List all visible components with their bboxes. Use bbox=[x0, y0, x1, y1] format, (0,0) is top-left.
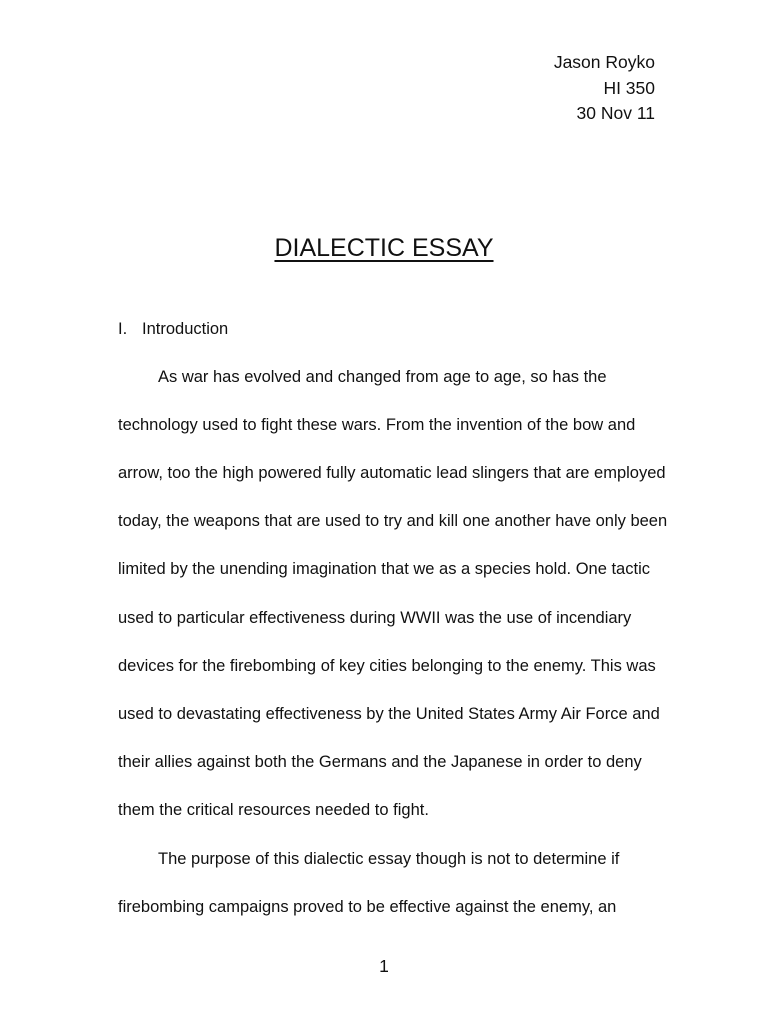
paragraph-line: technology used to fight these wars. From the invention of the bow and bbox=[118, 416, 636, 434]
paragraph-line: devices for the firebombing of key cities belonging to the enemy. This was bbox=[118, 657, 656, 675]
paragraph-line: As war has evolved and changed from age to age, so has the bbox=[158, 368, 607, 386]
paragraph-line: their allies against both the Germans and the Japanese in order to deny bbox=[118, 753, 642, 771]
paragraph-line: The purpose of this dialectic essay though is not to determine if bbox=[158, 850, 620, 868]
section-numeral: I. bbox=[118, 320, 128, 338]
author-name: Jason Royko bbox=[553, 52, 655, 72]
author-header bbox=[554, 50, 655, 127]
section-heading bbox=[118, 317, 228, 341]
paragraph-line: today, the weapons that are used to try and kill one another have only been bbox=[118, 512, 668, 530]
paragraph-line: them the critical resources needed to fight. bbox=[118, 801, 429, 819]
essay-title-text: DIALECTIC ESSAY bbox=[274, 234, 494, 262]
page-number: 1 bbox=[379, 956, 389, 976]
paragraph-line: arrow, too the high powered fully automatic lead slingers that are employed bbox=[118, 464, 666, 482]
paragraph-line: used to devastating effectiveness by the United States Army Air Force and bbox=[118, 705, 660, 723]
essay-title bbox=[0, 231, 768, 265]
essay-date: 30 Nov 11 bbox=[576, 103, 655, 123]
section-title: Introduction bbox=[142, 320, 229, 338]
paragraph-line: limited by the unending imagination that we as a species hold. One tactic bbox=[118, 560, 650, 578]
course-code: HI 350 bbox=[603, 77, 655, 98]
paragraph-line: used to particular effectiveness during WWII was the use of incendiary bbox=[118, 609, 632, 627]
paragraph-line: firebombing campaigns proved to be effective against the enemy, an bbox=[118, 898, 617, 916]
